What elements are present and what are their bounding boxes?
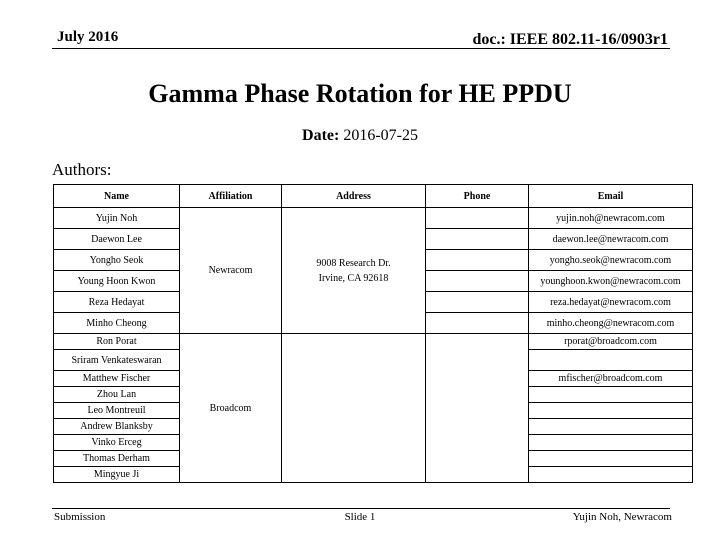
header-doc-id: doc.: IEEE 802.11-16/0903r1 xyxy=(472,31,668,48)
author-name: Ron Porat xyxy=(54,334,180,350)
author-name: Mingyue Ji xyxy=(54,467,180,483)
authors-label: Authors: xyxy=(52,160,112,179)
author-name: Yujin Noh xyxy=(54,208,180,229)
author-phone xyxy=(426,208,529,229)
author-email xyxy=(529,387,693,403)
author-email xyxy=(529,467,693,483)
affiliation-broadcom: Broadcom xyxy=(180,334,282,483)
author-name: Sriram Venkateswaran xyxy=(54,350,180,371)
author-name: Yongho Seok xyxy=(54,250,180,271)
header-phone: Phone xyxy=(426,185,529,208)
footer-submission: Submission xyxy=(54,511,106,523)
author-email: mfischer@broadcom.com xyxy=(529,371,693,387)
author-email xyxy=(529,350,693,371)
affiliation-newracom: Newracom xyxy=(180,208,282,334)
author-email xyxy=(529,451,693,467)
author-email: yujin.noh@newracom.com xyxy=(529,208,693,229)
header-address: Address xyxy=(282,185,426,208)
date-value: 2016-07-25 xyxy=(343,127,418,144)
author-name: Leo Montreuil xyxy=(54,403,180,419)
author-email: yongho.seok@newracom.com xyxy=(529,250,693,271)
author-phone xyxy=(426,313,529,334)
author-email xyxy=(529,403,693,419)
author-name: Vinko Erceg xyxy=(54,435,180,451)
footer-author: Yujin Noh, Newracom xyxy=(572,511,672,523)
address-newracom xyxy=(282,208,426,334)
author-email xyxy=(529,435,693,451)
author-name: Andrew Blanksby xyxy=(54,419,180,435)
table-row xyxy=(54,208,693,229)
header-name: Name xyxy=(54,185,180,208)
author-email: younghoon.kwon@newracom.com xyxy=(529,271,693,292)
header-divider xyxy=(52,48,670,49)
footer-divider xyxy=(52,508,670,509)
author-name: Zhou Lan xyxy=(54,387,180,403)
address-line-1: 9008 Research Dr. xyxy=(316,257,391,269)
header-email: Email xyxy=(529,185,693,208)
author-phone xyxy=(426,271,529,292)
author-email: minho.cheong@newracom.com xyxy=(529,313,693,334)
date-label: Date: xyxy=(302,127,340,144)
slide-title: Gamma Phase Rotation for HE PPDU xyxy=(148,79,572,108)
author-name: Young Hoon Kwon xyxy=(54,271,180,292)
header-affiliation: Affiliation xyxy=(180,185,282,208)
author-email: rporat@broadcom.com xyxy=(529,334,693,350)
date-line xyxy=(0,127,720,145)
author-phone xyxy=(426,250,529,271)
author-email: reza.hedayat@newracom.com xyxy=(529,292,693,313)
author-name: Matthew Fischer xyxy=(54,371,180,387)
table-header-row xyxy=(54,185,693,208)
author-phone xyxy=(426,292,529,313)
authors-table xyxy=(53,184,693,483)
author-email xyxy=(529,419,693,435)
author-name: Thomas Derham xyxy=(54,451,180,467)
author-name: Reza Hedayat xyxy=(54,292,180,313)
author-name: Minho Cheong xyxy=(54,313,180,334)
phone-broadcom xyxy=(426,334,529,483)
address-line-2: Irvine, CA 92618 xyxy=(318,272,389,284)
author-phone xyxy=(426,229,529,250)
address-broadcom xyxy=(282,334,426,483)
header-date: July 2016 xyxy=(57,29,119,45)
author-name: Daewon Lee xyxy=(54,229,180,250)
table-row xyxy=(54,334,693,350)
author-email: daewon.lee@newracom.com xyxy=(529,229,693,250)
footer-slide-number: Slide 1 xyxy=(344,511,376,523)
